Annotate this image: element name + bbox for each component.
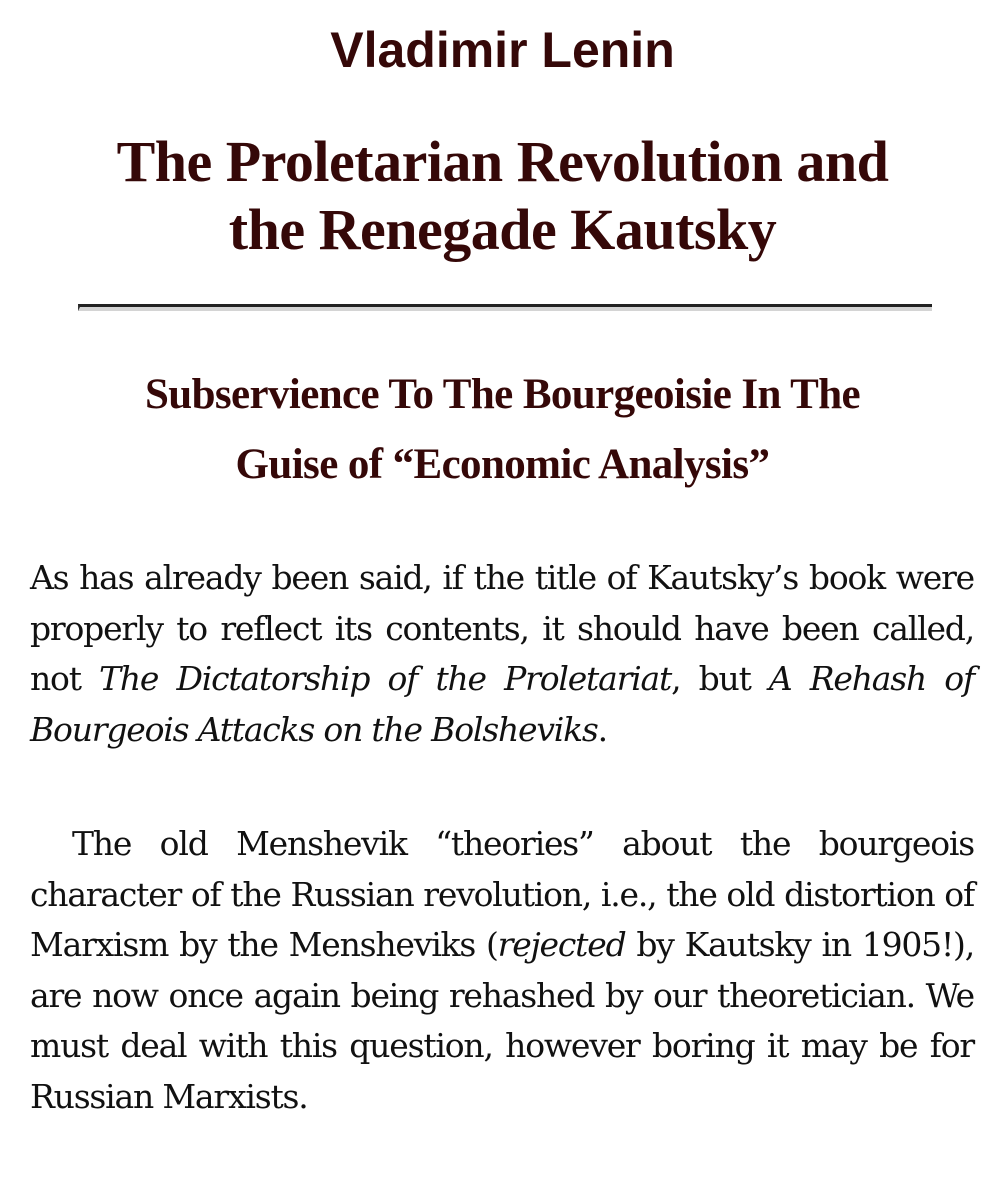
paragraph-1-text: As has already been said, if the title of Kautsky’s book were properly to reflect its contents, it should have been called, not	[30, 558, 974, 698]
book-title-line-1: The Proletarian Revolution and	[116, 129, 889, 194]
paragraph-2	[30, 819, 974, 1122]
section-title	[0, 360, 1005, 500]
book-title	[0, 128, 1005, 264]
section-title-line-2: Guise of “Economic Analysis”	[235, 441, 770, 488]
horizontal-rule	[78, 304, 932, 311]
paragraph-1-italic-title: A Rehash of Bourgeois Attacks on the Bolsheviks	[30, 659, 974, 749]
paragraph-1-italic-title: The Dictatorship of the Proletariat	[99, 659, 672, 698]
paragraph-1	[30, 553, 974, 755]
paragraph-2-text: The old Menshevik “theories” about the bourgeois character of the Russian revolution, i.e., the old distortion of Marxism by the Mensheviks (	[30, 824, 974, 964]
author-name: Vladimir Lenin	[330, 22, 675, 78]
paragraph-2-text: by Kautsky in 1905!), are now once again being rehashed by our theoretician. We must deal with this question, however boring it may be for Russian Marxists.	[30, 925, 974, 1116]
paragraph-2-italic-word: rejected	[497, 925, 626, 964]
book-title-line-2: the Renegade Kautsky	[228, 197, 777, 262]
section-title-line-1: Subservience To The Bourgeoisie In The	[144, 371, 861, 418]
paragraph-1-text: , but	[671, 659, 769, 698]
paragraph-1-text: .	[597, 709, 607, 749]
